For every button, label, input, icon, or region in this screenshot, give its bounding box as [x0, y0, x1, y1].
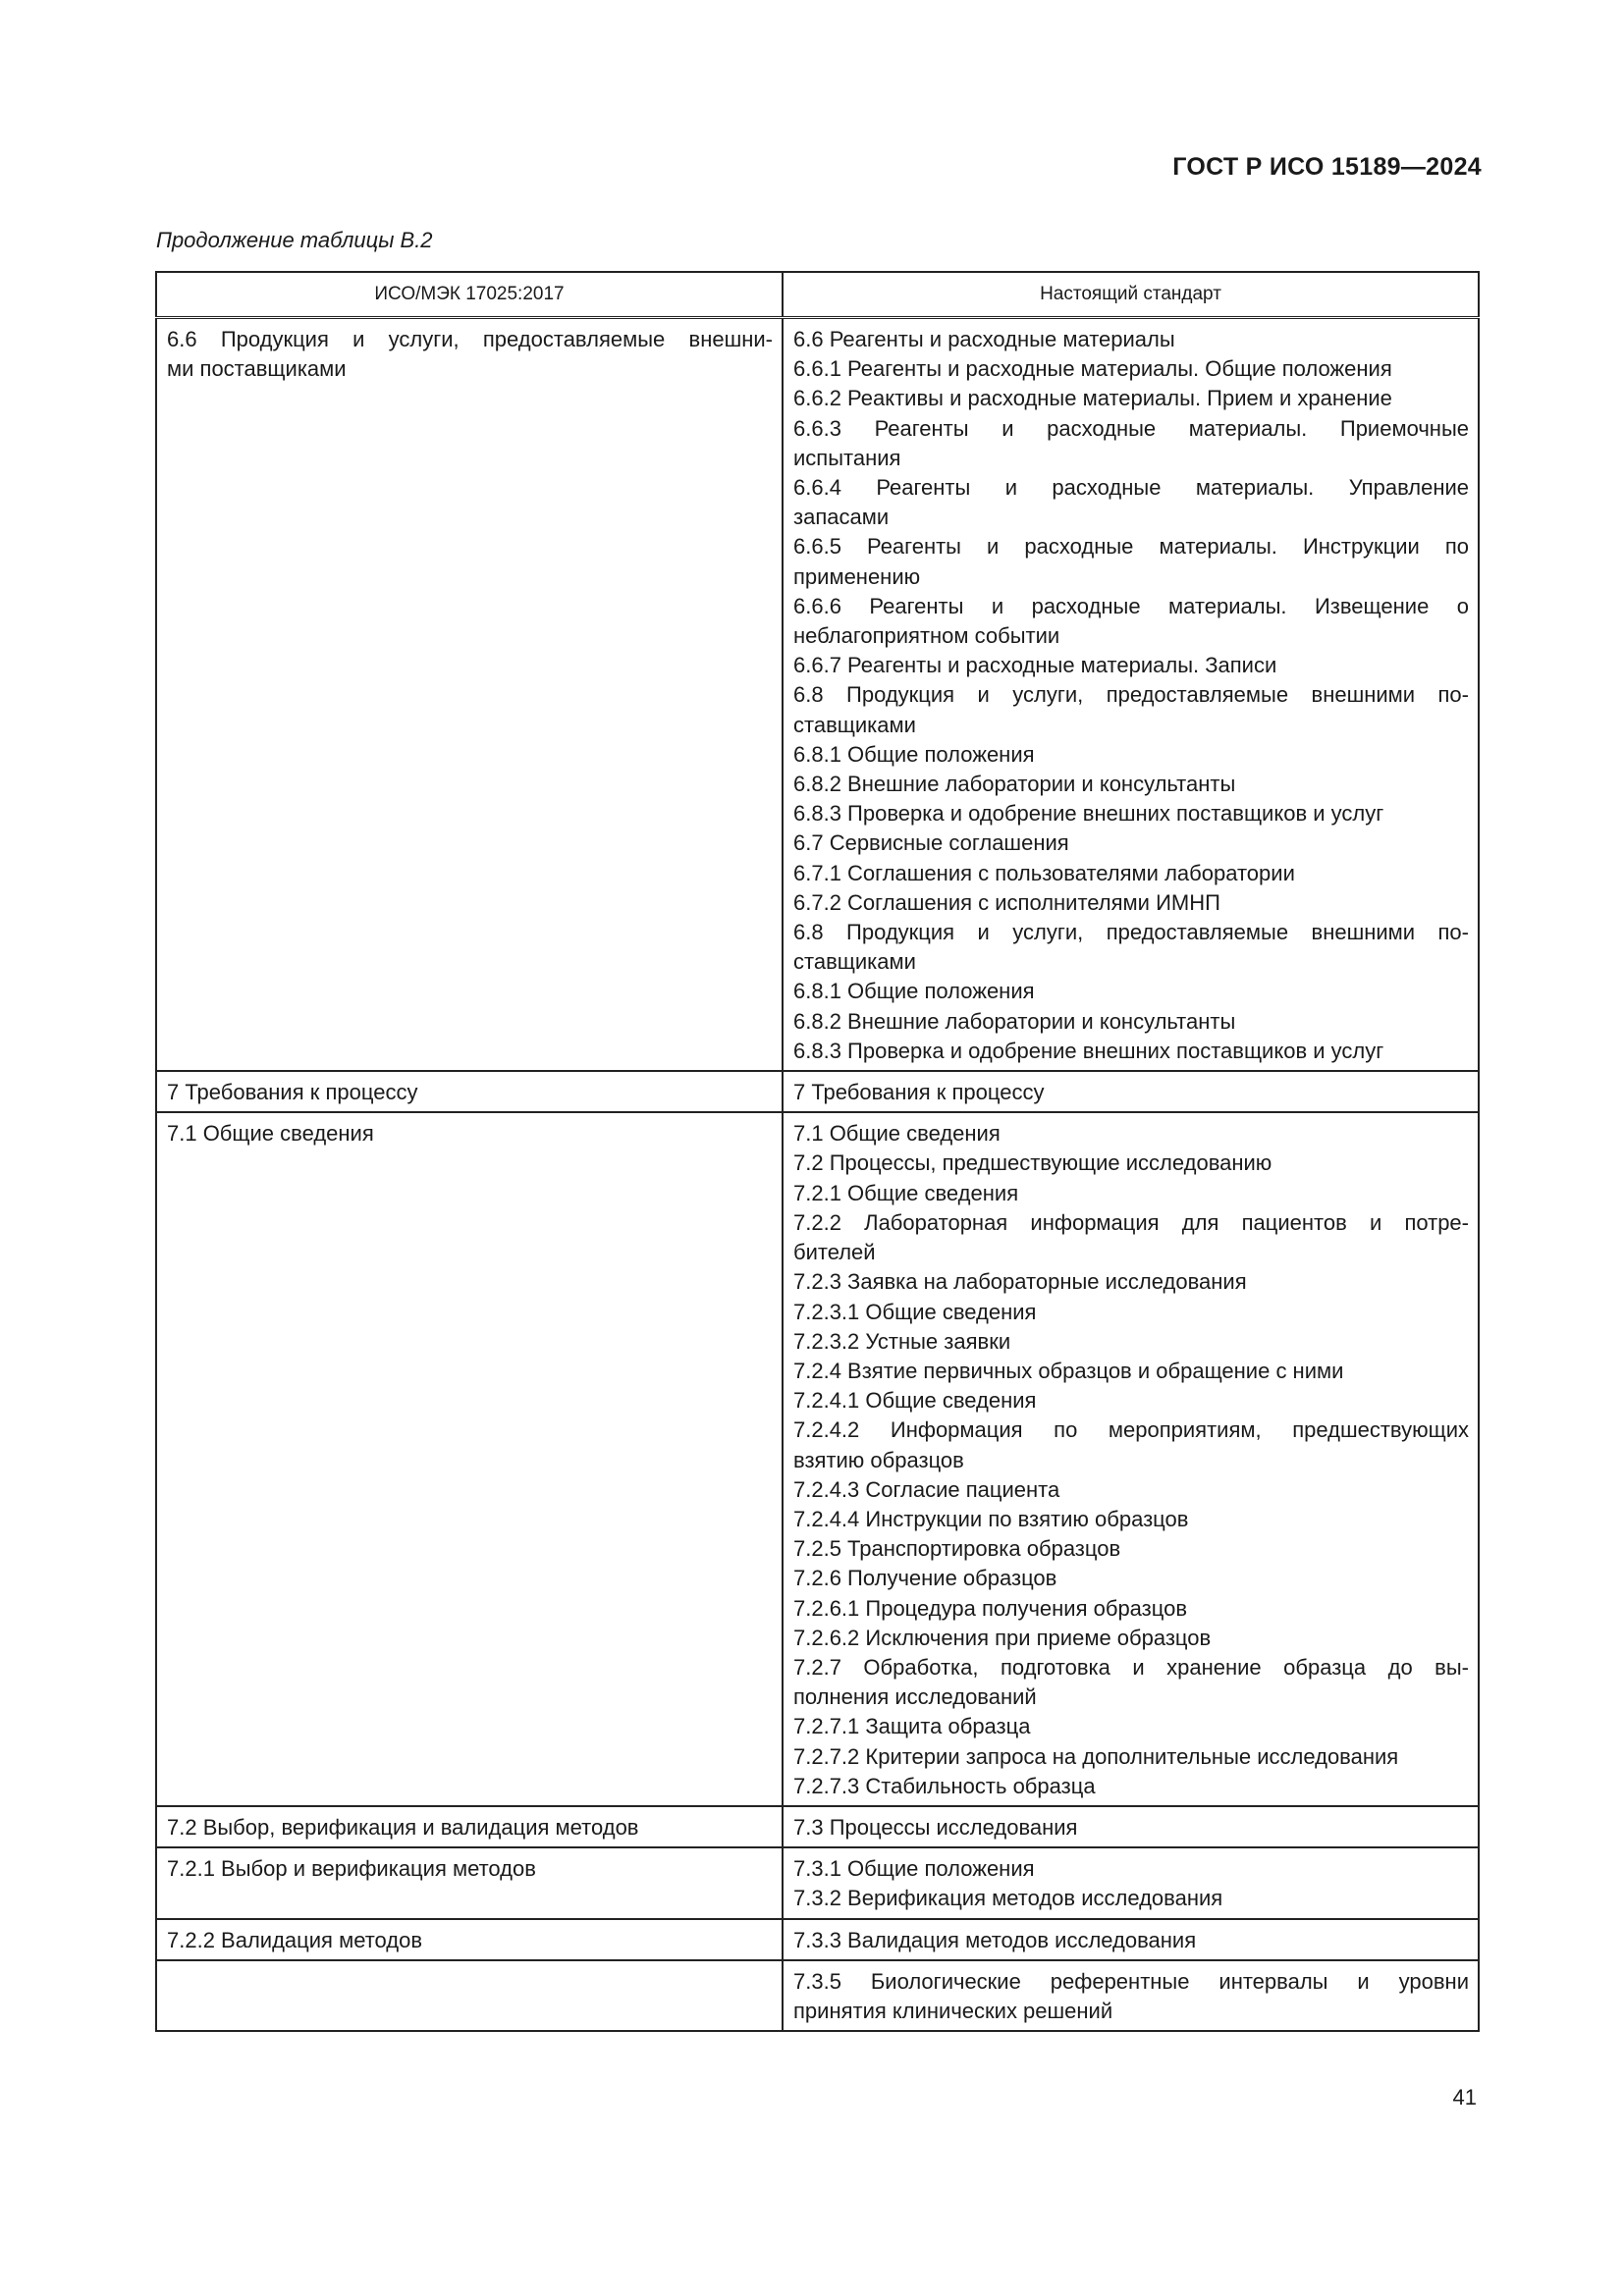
table-row — [156, 318, 1479, 1072]
cell-text-line: 7.2.5 Транспортировка образцов — [793, 1536, 1121, 1562]
cell-this-standard — [783, 1806, 1479, 1847]
cell-text-line: 6.6.3 Реагенты и расходные материалы. Приемочные — [793, 415, 1469, 441]
cell-text-line: 6.8.2 Внешние лаборатории и консультанты — [793, 1008, 1236, 1034]
cell-text-line: 7.3.2 Верификация методов исследования — [793, 1886, 1223, 1911]
table-row — [156, 1919, 1479, 1960]
cell-text-line: 7.3.3 Валидация методов исследования — [793, 1927, 1197, 1952]
cell-text-line: 7.2.2 Валидация методов — [167, 1927, 423, 1952]
cell-iso-iec-17025 — [156, 1112, 783, 1806]
cell-text-line: ставщиками — [793, 949, 916, 975]
cell-text-line: 7.3.5 Биологические референтные интервалы и уровни — [793, 1968, 1469, 1994]
cell-text-line: 7.2.3 Заявка на лабораторные исследования — [793, 1269, 1247, 1295]
cell-text-line: 7.2.4.2 Информация по мероприятиям, предшествующих — [793, 1417, 1469, 1443]
cell-text-line: 7.3.1 Общие положения — [793, 1856, 1035, 1882]
cell-text-line: 7.2.1 Выбор и верификация методов — [167, 1856, 536, 1882]
page-number: 41 — [1452, 2085, 1477, 2109]
table-body — [156, 318, 1479, 2032]
table-header-row — [156, 272, 1479, 318]
cell-text-line: 6.7.2 Соглашения с исполнителями ИМНП — [793, 889, 1220, 915]
cell-iso-iec-17025 — [156, 1071, 783, 1112]
cell-text-line: 7 Требования к процессу — [793, 1080, 1045, 1105]
cell-text-line: взятию образцов — [793, 1447, 964, 1472]
cell-text-line: 6.8.3 Проверка и одобрение внешних поставщиков и услуг — [793, 1038, 1384, 1063]
cell-text-line: 7.2.4.1 Общие сведения — [793, 1388, 1037, 1414]
cell-text-line: неблагоприятном событии — [793, 623, 1060, 649]
cell-text-line: 6.6.1 Реагенты и расходные материалы. Общие положения — [793, 356, 1392, 382]
cell-text-line: 7 Требования к процессу — [167, 1080, 418, 1105]
cell-text-line: 6.8.3 Проверка и одобрение внешних поставщиков и услуг — [793, 801, 1384, 827]
cell-text-line: 7.2.7.3 Стабильность образца — [793, 1773, 1096, 1798]
document-code: ГОСТ Р ИСО 15189—2024 — [1172, 153, 1482, 181]
table-caption: Продолжение таблицы В.2 — [156, 228, 433, 252]
table-row — [156, 1806, 1479, 1847]
cell-text-line: 7.2 Процессы, предшествующие исследованию — [793, 1150, 1272, 1176]
cell-text-line: 7.2.4.3 Согласие пациента — [793, 1476, 1060, 1502]
cell-text-line: 7.1 Общие сведения — [167, 1121, 374, 1147]
table-row — [156, 1960, 1479, 2031]
cell-text-line: 6.8 Продукция и услуги, предоставляемые внешними по- — [793, 920, 1469, 945]
cell-text-line: 6.6.6 Реагенты и расходные материалы. Извещение о — [793, 593, 1469, 618]
cell-text-line: ми поставщиками — [167, 356, 347, 382]
cell-text-line: 7.2.4 Взятие первичных образцов и обращение с ними — [793, 1358, 1344, 1383]
cell-text-line: принятия клинических решений — [793, 1998, 1113, 2023]
cell-text-line: 7.2.7 Обработка, подготовка и хранение образца до вы- — [793, 1654, 1469, 1680]
cell-text-line: 7.2 Выбор, верификация и валидация методов — [167, 1814, 639, 1840]
cell-text-line: применению — [793, 563, 921, 589]
cell-text-line: 7.2.3.1 Общие сведения — [793, 1299, 1037, 1324]
cell-text-line: 7.2.3.2 Устные заявки — [793, 1328, 1011, 1354]
cell-text-line: 7.3 Процессы исследования — [793, 1814, 1078, 1840]
cell-text-line: 7.2.6 Получение образцов — [793, 1566, 1057, 1591]
cell-text-line: полнения исследований — [793, 1684, 1037, 1710]
column-header-this-standard: Настоящий стандарт — [783, 272, 1479, 318]
cell-text-line: 6.6.7 Реагенты и расходные материалы. Записи — [793, 653, 1277, 678]
table-row — [156, 1112, 1479, 1806]
table-row — [156, 1847, 1479, 1918]
cell-text-line: 7.2.6.1 Процедура получения образцов — [793, 1595, 1188, 1621]
cell-text-line: бителей — [793, 1240, 876, 1265]
cell-text-line: 6.6 Реагенты и расходные материалы — [793, 327, 1175, 351]
cell-text-line: 7.2.1 Общие сведения — [793, 1180, 1019, 1205]
cell-text-line: 7.2.7.1 Защита образца — [793, 1714, 1031, 1739]
cell-text-line: 6.8.1 Общие положения — [793, 741, 1035, 767]
cell-this-standard — [783, 1919, 1479, 1960]
cell-iso-iec-17025 — [156, 1806, 783, 1847]
cell-text-line: 6.8.1 Общие положения — [793, 979, 1035, 1004]
cell-text-line: 7.2.2 Лабораторная информация для пациентов и потре- — [793, 1209, 1469, 1235]
cell-text-line: 6.7 Сервисные соглашения — [793, 830, 1069, 856]
cell-text-line: 6.8.2 Внешние лаборатории и консультанты — [793, 772, 1236, 797]
cell-text-line: испытания — [793, 445, 901, 470]
cell-text-line: 6.7.1 Соглашения с пользователями лаборатории — [793, 860, 1295, 885]
cell-iso-iec-17025 — [156, 1847, 783, 1918]
cell-iso-iec-17025 — [156, 1919, 783, 1960]
cell-text-line: 7.1 Общие сведения — [793, 1121, 1001, 1147]
cell-text-line: 6.6.4 Реагенты и расходные материалы. Управление — [793, 475, 1469, 501]
cell-this-standard — [783, 318, 1479, 1072]
cell-text-line: 6.8 Продукция и услуги, предоставляемые внешними по- — [793, 682, 1469, 708]
cell-this-standard — [783, 1071, 1479, 1112]
cell-text-line: 7.2.6.2 Исключения при приеме образцов — [793, 1625, 1212, 1650]
cell-this-standard — [783, 1847, 1479, 1918]
cell-text-line: 6.6.2 Реактивы и расходные материалы. Прием и хранение — [793, 386, 1392, 411]
cell-this-standard — [783, 1960, 1479, 2031]
table-row — [156, 1071, 1479, 1112]
cell-text-line: 6.6 Продукция и услуги, предоставляемые внешни- — [167, 327, 773, 351]
cell-text-line: 7.2.7.2 Критерии запроса на дополнительные исследования — [793, 1743, 1399, 1769]
cell-text-line: 7.2.4.4 Инструкции по взятию образцов — [793, 1506, 1189, 1531]
cell-text-line: 6.6.5 Реагенты и расходные материалы. Инструкции по — [793, 534, 1469, 560]
cell-iso-iec-17025 — [156, 318, 783, 1072]
cell-text-line: запасами — [793, 505, 890, 530]
cell-this-standard — [783, 1112, 1479, 1806]
comparison-table — [155, 271, 1480, 2032]
column-header-iso-iec-17025: ИСО/МЭК 17025:2017 — [156, 272, 783, 318]
cell-iso-iec-17025 — [156, 1960, 783, 2031]
cell-text-line: ставщиками — [793, 712, 916, 737]
